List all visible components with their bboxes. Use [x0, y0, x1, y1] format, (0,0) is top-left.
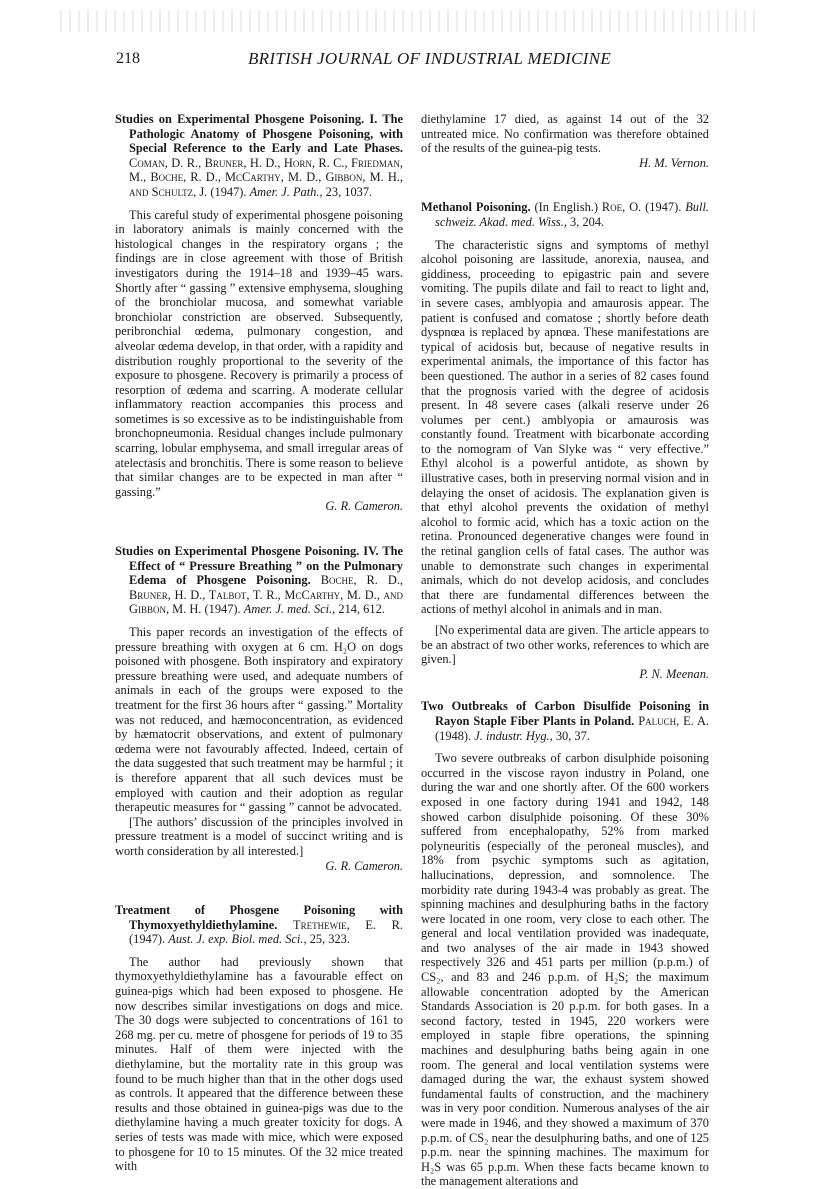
abstract-journal: Amer. J. med. Sci., — [243, 602, 336, 617]
abstract-continuation: diethylamine 17 died, as against 14 out of the 32 untreated mice. No confirmation was therefore obtained of the results of the guinea-pig tests. — [421, 112, 709, 156]
abstract-volume: 214, 612. — [338, 602, 385, 617]
abstract-authors: Boche, R. D., Bruner, H. D., Talbot, T. R., McCarthy, M. D., and Gibbon, M. H. (1947). — [129, 573, 404, 617]
abstract-heading — [115, 112, 403, 200]
abstract-heading — [115, 903, 403, 947]
abstract-journal: Aust. J. exp. Biol. med. Sci., — [168, 932, 307, 947]
abstract-authors: Roe, O. (1947). — [601, 200, 682, 215]
abstract-signature: H. M. Vernon. — [639, 155, 709, 170]
abstract-title: Studies on Experimental Phosgene Poisoning. IV. The Effect of “ Pressure Breathing ” on the Pulmonary Edema of Phosgene Poisoning. — [115, 544, 403, 588]
abstract-title: Two Outbreaks of Carbon Disulfide Poisoning in Rayon Staple Fiber Plants in Poland. — [421, 699, 709, 728]
abstract-phosgene-pathology — [115, 112, 403, 514]
abstract-journal: Amer. J. Path., — [249, 184, 323, 199]
abstract-title: Treatment of Phosgene Poisoning with Thymoxyethyldiethylamine. — [115, 903, 403, 932]
scan-noise — [60, 10, 760, 32]
abstract-journal: J. industr. Hyg., — [474, 728, 553, 743]
abstract-thymoxyethyldiethylamine — [115, 903, 403, 1174]
abstract-methanol-poisoning — [421, 200, 709, 681]
journal-title: BRITISH JOURNAL OF INDUSTRIAL MEDICINE — [248, 49, 612, 68]
abstract-signature: G. R. Cameron. — [325, 499, 403, 514]
abstract-paragraph: The characteristic signs and symptoms of methyl alcohol poisoning are lassitude, anorexia, nausea, and giddiness, proceeding to epigastric pain and severe vomiting. The pupils dilate and fail to react to light and, in severe cases, amblyopia and amaurosis appear. The patient is confused and comatose ; shortly before death dyspnœa is replaced by apnœa. These manifestations are typical of acidosis but, because of negative results in experimental animals, the importance of this factor has been questioned. The author in a series of 82 cases found that the prognosis varied with the degree of acidosis present. In 48 severe cases (alkali reserve under 26 volumes per cent.) amblyopia or amaurosis was constantly found. Treatment with bicarbonate according to the nomogram of Van Slyke was “ very effective.” Ethyl alcohol is a powerful antidote, as shown by illustrative cases, both in preserving normal vision and in delaying the onset of acidosis. The explanation given is that ethyl alcohol prevents the oxidation of methyl alcohol to formic acid, which has a toxic action on the retina. Pronounced degenerative changes were found in the retinal ganglion cells of fatal cases. The author was unable to demonstrate such changes in experimental animals, which do not develop acidosis, and concludes that there are fundamental differences between the actions of methyl alcohol in animals and in man. — [421, 237, 709, 617]
abstract-volume: 25, 323. — [309, 932, 350, 947]
abstract-authors: Coman, D. R., Bruner, H. D., Horn, R. C., Friedman, M., Boche, R. D., McCarthy, M. D., Gibbon, M. H., and Schultz, J. (1947). — [129, 155, 403, 199]
abstract-authors: Trethewie, E. R. (1947). — [129, 917, 403, 947]
right-column — [421, 112, 709, 1189]
abstract-paragraph: This paper records an investigation of the effects of pressure breathing with oxygen at 6 cm. H₂O on dogs poisoned with phosgene. Both inspiratory and expiratory pressure breathing were used, and adequate numbers of animals in each of the groups were exposed to the treatment for the first 36 hours after “ gassing.” Mortality was not reduced, and hæmoconcentration, as evidenced by hæmatocrit observations, and extent of pulmonary œdema were not favourably affected. Indeed, certain of the data suggested that such treatment may be harmful ; it is therefore apparent that all such devices must be employed with caution and their adoption as regular therapeutic measures for “ gassing ” cannot be advocated. — [115, 625, 403, 815]
abstract-title: Methanol Poisoning. — [421, 200, 531, 215]
abstract-volume: 3, 204. — [570, 214, 605, 229]
abstract-signature: P. N. Meenan. — [639, 666, 709, 681]
abstract-heading — [115, 544, 403, 617]
abstract-volume: 30, 37. — [555, 728, 590, 743]
left-column — [115, 112, 403, 1174]
abstract-subtitle: (In English.) — [534, 200, 598, 215]
abstract-heading — [421, 699, 709, 743]
editor-note: [The authors’ discussion of the principles involved in pressure treatment is a model of succinct writing and is worth consideration by all interested.] — [115, 814, 403, 858]
abstract-carbon-disulfide — [421, 699, 709, 1189]
page-number: 218 — [116, 50, 140, 67]
abstract-pressure-breathing — [115, 544, 403, 873]
abstract-authors: Paluch, E. A. (1948). — [435, 713, 709, 743]
abstract-journal: Bull. schweiz. Akad. med. Wiss., — [435, 200, 709, 229]
abstract-volume: 23, 1037. — [325, 184, 373, 199]
abstract-signature: G. R. Cameron. — [325, 858, 403, 873]
abstract-paragraph: This careful study of experimental phosgene poisoning in laboratory animals is mainly concerned with the histological changes in the respiratory organs ; the findings are in close agreement with those of British investigators during the 1914–18 and 1939–45 wars. Shortly after “ gassing ” extensive emphysema, sloughing of the bronchiolar mucosa, and somewhat variable bronchiolar constriction are observed. Subsequently, peribronchial œdema, pulmonary congestion, and alveolar œdema develop, in that order, with a rapidity and distribution roughly proportional to the severity of the exposure to phosgene. Recovery is primarily a process of resorption of œdema and scarring. A moderate cellular inflammatory reaction accompanies this process and sometimes is so excessive as to be indistinguishable from bronchopneumonia. Residual changes include pulmonary scarring, lobular emphysema, and small irregular areas of atelectasis and bronchitis. There is some reason to believe that similar changes are to be expected in man after “ gassing.” — [115, 207, 403, 499]
abstract-heading — [421, 200, 709, 229]
abstract-paragraph: The author had previously shown that thymoxyethyldiethylamine has a favourable effect on guinea-pigs which had been exposed to phosgene. He now describes similar investigations on dogs and mice. The 30 dogs were subjected to concentrations of 161 to 268 mg. per cu. metre of phosgene for periods of 19 to 35 minutes. Half of them were injected with the diethylamine, but the mortality rate in this group was found to be much higher than that in the other dogs used as controls. It appeared that the difference between these results and those obtained in guinea-pigs was due to the diethylamine having a much greater toxicity for dogs. A series of tests was made with mice, which were exposed to phosgene for 10 to 15 minutes. Of the 32 mice treated with — [115, 954, 403, 1174]
editor-note: [No experimental data are given. The article appears to be an abstract of two other works, references to which are given.] — [421, 623, 709, 667]
abstract-title: Studies on Experimental Phosgene Poisoning. I. The Pathologic Anatomy of Phosgene Poisoning, with Special Reference to the Early and Late Phases. — [115, 112, 403, 156]
abstract-paragraph: Two severe outbreaks of carbon disulphide poisoning occurred in the viscose rayon industry in Poland, one during the war and one shortly after. Of the 600 workers exposed in one factory during 1941 and 1942, 148 showed carbon disulphide poisoning. Of these 30% suffered from encephalopathy, 52% from marked polyneuritis (especially of the peroneal muscles), and 18% from psychic symptoms such as agitation, hallucinations, depression, and somnolence. The morbidity rate during 1943-4 was probably as great. The spinning machines and desulphuring baths in the factory were located in one room, very close to each other. The general and local ventilation provided was inadequate, and two analyses of the air made in 1943 showed respectively 326 and 451 parts per million (p.p.m.) of CS₂, and 83 and 246 p.p.m. of H₂S; the maximum allowable concentration adopted by the American Standards Association is 20 p.p.m. for both gases. In a second factory, tested in 1945, 220 workers were employed in staple fibre operations, the spinning machines and desulphuring baths being again in one room. The general and local ventilation systems were damaged during the war, the exhaust system showed fundamental faults of construction, and the machinery was in very poor condition. Numerous analyses of the air were made in 1946, and they showed a maximum of 370 p.p.m. of CS₂ near the desulphuring baths, and one of 125 p.p.m. near the spinning machines. The maximum for H₂S was 65 p.p.m. When these facts became known to the management alterations and — [421, 751, 709, 1189]
